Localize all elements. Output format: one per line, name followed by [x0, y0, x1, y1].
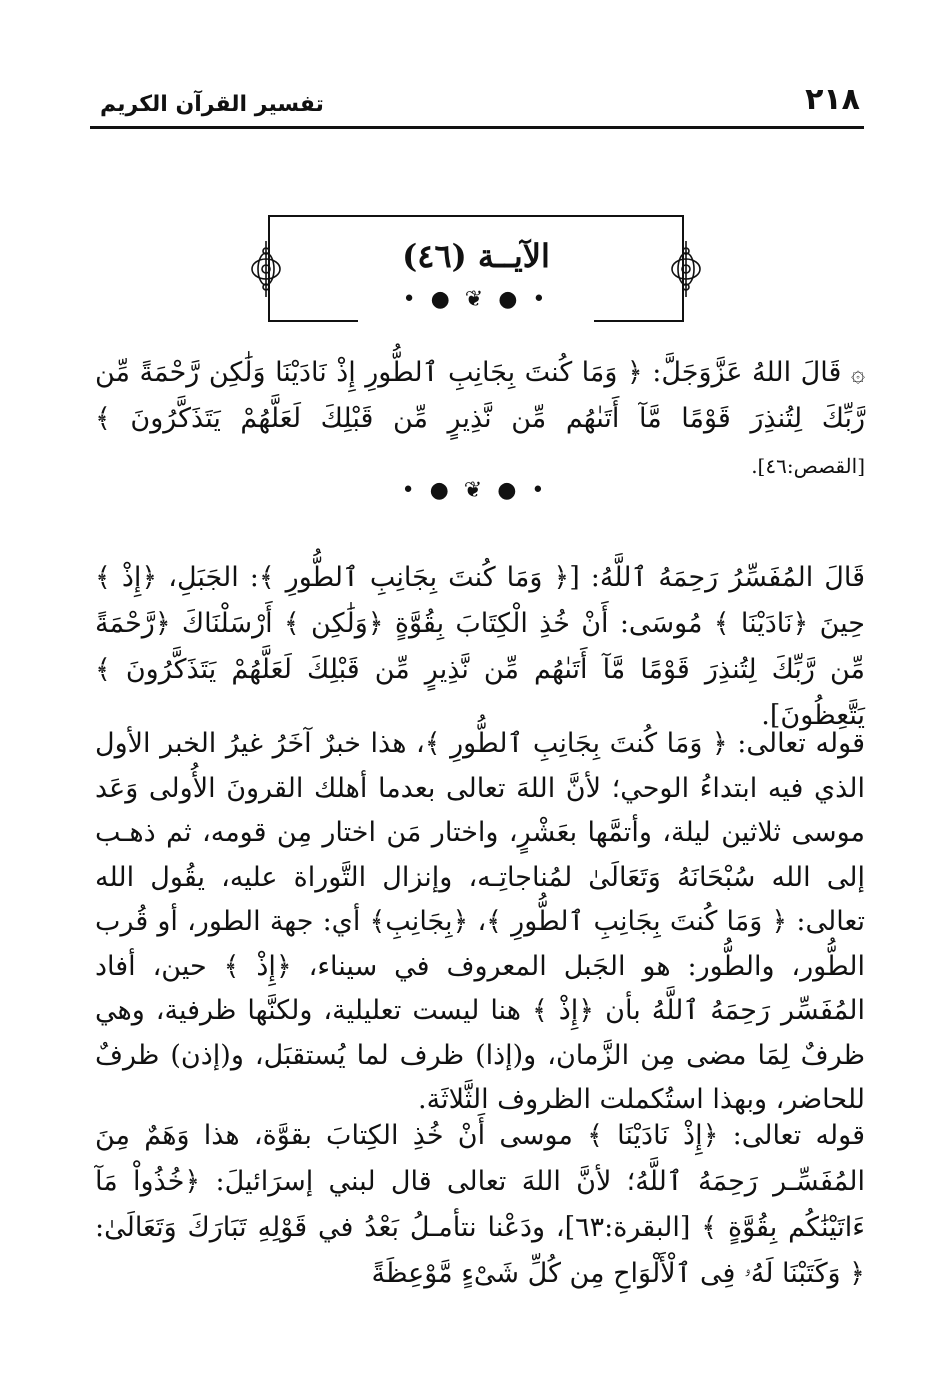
- ornament-icon: [248, 239, 284, 299]
- commentary-paragraph: [95, 1113, 865, 1297]
- ornamental-divider: • ● ❦ ● •: [402, 287, 550, 312]
- tafsir-text: قَالَ المُفَسِّرُ رَحِمَهُ ٱللَّهُ: [﴿ وَمَا كُنتَ بِجَانِبِ ٱلطُّورِ ﴾: الجَبَلِ، ﴿إِذْ ﴾ حِينَ ﴿نَادَيْنَا ﴾ مُوسَى: أَنْ خُذِ الْكِتَابَ بِقُوَّةٍ ﴿وَلَٰكِن ﴾ أَرْسَلْنَاكَ ﴿رَّحْمَةً مِّن رَّبِّكَ لِتُنذِرَ قَوْمًا مَّآ أَتَىٰهُم مِّن نَّذِيرٍ مِّن قَبْلِكَ لَعَلَّهُمْ يَتَذَكَّرُونَ ﴾ يَتَّعِظُونَ].: [95, 562, 865, 731]
- commentary-text: قوله تعالى: ﴿ وَمَا كُنتَ بِجَانِبِ ٱلطُّورِ ﴾، هذا خبرٌ آخَرُ غيرُ الخبر الأول الذي فيه ابتداءُ الوحي؛ لأنَّ اللهَ تعالى بعدما أهلك القرونَ الأُولى وَعَد موسى ثلاثين ليلة، وأتمَّها بعَشْرٍ، واختار مَن اختار مِن قومه، ثم ذهـب إلى الله سُبْحَانَهُ وَتَعَالَىٰ لمُناجاتِـه، وإنزال التَّوراة عليه، يقُول الله تعالى: ﴿ وَمَا كُنتَ بِجَانِبِ ٱلطُّورِ ﴾، ﴿بِجَانِبِ﴾ أي: جهة الطور، أو قُرب الطُّور، والطُّور: هو الجَبل المعروف في سيناء، ﴿إِذْ ﴾ حين، أفاد المُفَسِّر رَحِمَهُ ٱللَّهُ بأن ﴿إِذْ ﴾ هنا ليست تعليلية، ولكنَّها ظرفية، وهي ظرفٌ لِمَا مضى مِن الزَّمان، و(إذا) ظرف لما يُستقبَل، و(إذن) ظرفٌ للحاضر، وبهذا استُكملت الظروف الثَّلاثَة.: [95, 728, 865, 1115]
- frame-corner: [268, 320, 358, 322]
- running-header: [90, 78, 864, 129]
- quran-verse-text: قَالَ اللهُ عَزَّوَجَلَّ: ﴿ وَمَا كُنتَ بِجَانِبِ ٱلطُّورِ إِذْ نَادَيْنَا وَلَٰكِن رَّحْمَةً مِّن رَّبِّكَ لِتُنذِرَ قَوْمًا مَّآ أَتَىٰهُم مِّن نَّذِيرٍ مِّن قَبْلِكَ لَعَلَّهُمْ يَتَذَكَّرُونَ ﴾: [95, 357, 865, 434]
- verse-heading-frame: [268, 215, 684, 322]
- frame-corner: [594, 320, 684, 322]
- ornamental-divider: • ● ❦ ● •: [401, 478, 549, 503]
- page-number: ٢١٨: [805, 82, 860, 117]
- commentary-text: قوله تعالى: ﴿إِذْ نَادَيْنَا ﴾ موسى أَنْ خُذِ الكِتابَ بقوَّة، هذا وَهَمٌ مِنَ المُفَسِّـر رَحِمَهُ ٱللَّهُ؛ لأنَّ اللهَ تعالى قال لبني إسرَائيلَ: ﴿خُذُواْ مَآ ءَاتَيْنَٰكُم بِقُوَّةٍ ﴾ [البقرة:٦٣]، ودَعْنا نتأمـلُ بَعْدُ في قَوْلِهِ تَبَارَكَ وَتَعَالَىٰ: ﴿ وَكَتَبْنَا لَهُۥ فِى ٱلْأَلْوَاحِ مِن كُلِّ شَىْءٍ مَّوْعِظَةً: [95, 1120, 865, 1289]
- flower-icon: ۞: [850, 359, 865, 387]
- commentary-paragraph: [95, 722, 865, 1123]
- book-title: تفسير القرآن الكريم: [100, 92, 324, 117]
- verse-heading: الآيــة (٤٦): [402, 237, 550, 275]
- tafsir-paragraph: [95, 555, 865, 739]
- verse-reference: [القصص:٤٦].: [751, 454, 865, 478]
- quran-verse-paragraph: [95, 350, 865, 489]
